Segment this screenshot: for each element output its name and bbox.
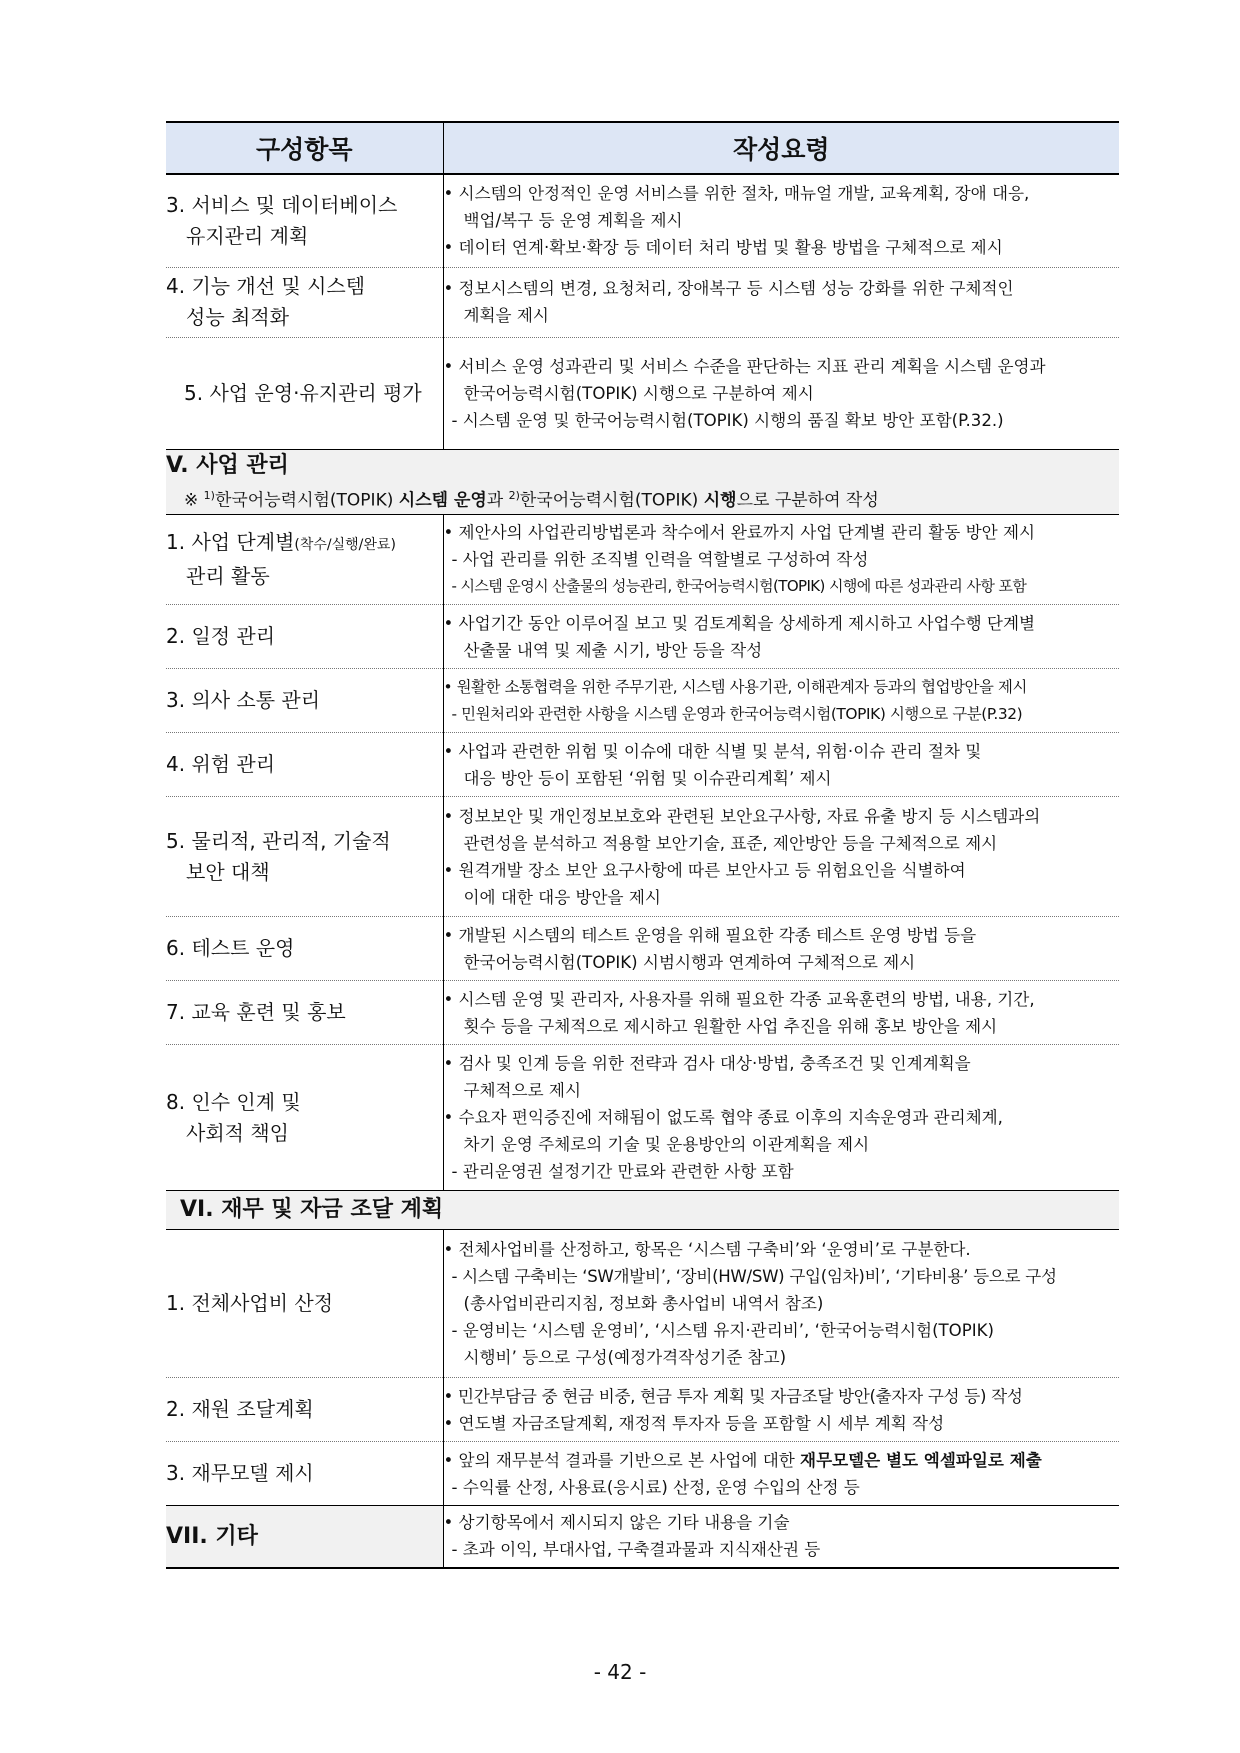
guide-line: 산출물 내역 및 제출 시기, 방안 등을 작성 xyxy=(463,640,763,660)
guide-line: - 수익률 산정, 사용료(응시료) 산정, 운영 수입의 산정 등 xyxy=(451,1477,860,1497)
item-guide xyxy=(443,733,1119,797)
table-header-row xyxy=(166,122,1119,174)
guide-line: • 시스템의 안정적인 운영 서비스를 위한 절차, 매뉴얼 개발, 교육계획, 장애 대응, xyxy=(443,184,1030,204)
item-name xyxy=(166,1045,443,1191)
guide-line: 백업/복구 등 운영 계획을 제시 xyxy=(463,211,683,231)
item-text: 성능 최적화 xyxy=(186,305,289,329)
guide-line: - 운영비는 ‘시스템 운영비’, ‘시스템 유지·관리비’, ‘한국어능력시험(TOPIK) xyxy=(451,1321,994,1341)
note-mark: ※ xyxy=(184,490,204,511)
item-guide xyxy=(443,917,1119,981)
item-name xyxy=(166,733,443,797)
item-name xyxy=(166,981,443,1045)
header-writing-guide: 작성요령 xyxy=(443,122,1119,174)
guide-line: • 상기항목에서 제시되지 않은 기타 내용을 기술 xyxy=(443,1513,790,1533)
table-row xyxy=(166,267,1119,337)
item-text: 7. 교육 훈련 및 홍보 xyxy=(166,1000,346,1025)
guide-line: • 사업과 관련한 위험 및 이슈에 대한 식별 및 분석, 위험·이슈 관리 절차 및 xyxy=(443,741,982,761)
guide-line: 구체적으로 제시 xyxy=(463,1081,581,1101)
table-row xyxy=(166,1230,1119,1378)
table-row xyxy=(166,515,1119,605)
item-text: 4. 기능 개선 및 시스템 xyxy=(166,274,366,298)
table-row xyxy=(166,1442,1119,1506)
note-bold: 시행 xyxy=(703,490,737,511)
item-guide xyxy=(443,1378,1119,1442)
item-text: 유지관리 계획 xyxy=(186,223,309,248)
note-text: 과 xyxy=(486,490,509,511)
item-guide xyxy=(443,797,1119,917)
item-text: 관리 활동 xyxy=(186,564,270,589)
item-text: 3. 의사 소통 관리 xyxy=(166,688,321,713)
table-row xyxy=(166,1045,1119,1191)
footnote-marker: 2) xyxy=(508,488,520,502)
item-text: 8. 인수 인계 및 xyxy=(166,1089,301,1114)
guide-text: • 앞의 재무분석 결과를 기반으로 본 사업에 대한 xyxy=(443,1450,801,1470)
guide-line: • 연도별 자금조달계획, 재정적 투자자 등을 포함할 시 세부 계획 작성 xyxy=(443,1413,945,1433)
item-name xyxy=(166,337,443,449)
guide-line: 차기 운영 주체로의 기술 및 운용방안의 이관계획을 제시 xyxy=(463,1135,870,1155)
item-guide xyxy=(443,1506,1119,1568)
item-guide xyxy=(443,267,1119,337)
guide-line: 이에 대한 대응 방안을 제시 xyxy=(463,887,661,907)
guide-line: • 데이터 연계·확보·확장 등 데이터 처리 방법 및 활용 방법을 구체적으로 제시 xyxy=(443,238,1003,258)
item-guide xyxy=(443,1230,1119,1378)
guide-line: 한국어능력시험(TOPIK) 시행으로 구분하여 제시 xyxy=(463,383,814,403)
header-component-item: 구성항목 xyxy=(166,122,443,174)
note-text: 한국어능력시험(TOPIK) xyxy=(214,490,399,511)
guide-line: - 민원처리와 관련한 사항을 시스템 운영과 한국어능력시험(TOPIK) 시행으로 구분(P.32) xyxy=(451,704,1023,723)
section-row xyxy=(166,1191,1119,1230)
guide-line: 계획을 제시 xyxy=(463,306,549,325)
item-name xyxy=(166,515,443,605)
item-text: 사회적 책임 xyxy=(186,1120,289,1145)
item-guide xyxy=(443,669,1119,733)
table-row xyxy=(166,174,1119,267)
guide-line: • 서비스 운영 성과관리 및 서비스 수준을 판단하는 지표 관리 계획을 시스템 운영과 xyxy=(443,356,1046,376)
table-row xyxy=(166,337,1119,449)
guide-line: • 제안사의 사업관리방법론과 착수에서 완료까지 사업 단계별 관리 활동 방안 제시 xyxy=(443,523,1036,543)
guide-line: • 원활한 소통협력을 위한 주무기관, 시스템 사용기관, 이해관계자 등과의 협업방안을 제시 xyxy=(443,677,1027,696)
item-guide xyxy=(443,174,1119,267)
table-row xyxy=(166,981,1119,1045)
item-guide xyxy=(443,1442,1119,1506)
guide-line: • 개발된 시스템의 테스트 운영을 위해 필요한 각종 테스트 운영 방법 등을 xyxy=(443,925,977,945)
guide-line: • 사업기간 동안 이루어질 보고 및 검토계획을 상세하게 제시하고 사업수행 단계별 xyxy=(443,613,1036,633)
table-row xyxy=(166,1378,1119,1442)
table-row xyxy=(166,917,1119,981)
guide-line: 횟수 등을 구체적으로 제시하고 원활한 사업 추진을 위해 홍보 방안을 제시 xyxy=(463,1016,998,1036)
item-text: 2. 일정 관리 xyxy=(166,624,276,649)
guide-bold: 재무모델은 별도 엑셀파일로 제출 xyxy=(800,1450,1042,1470)
table-row xyxy=(166,669,1119,733)
item-name xyxy=(166,1378,443,1442)
item-name xyxy=(166,605,443,669)
section-header xyxy=(166,1191,1119,1230)
guide-line: 한국어능력시험(TOPIK) 시범시행과 연계하여 구체적으로 제시 xyxy=(463,952,916,972)
item-text: 3. 서비스 및 데이터베이스 xyxy=(166,192,398,217)
item-guide xyxy=(443,605,1119,669)
requirements-table xyxy=(166,121,1119,1569)
guide-line: - 사업 관리를 위한 조직별 인력을 역할별로 구성하여 작성 xyxy=(451,550,869,570)
guide-line: - 초과 이익, 부대사업, 구축결과물과 지식재산권 등 xyxy=(451,1540,821,1560)
guide-line: - 시스템 운영 및 한국어능력시험(TOPIK) 시행의 품질 확보 방안 포함(P.32.) xyxy=(451,410,1004,430)
item-guide xyxy=(443,981,1119,1045)
item-text: 4. 위험 관리 xyxy=(166,752,276,777)
section-title: V. 사업 관리 xyxy=(166,452,289,478)
item-name xyxy=(166,669,443,733)
item-name xyxy=(166,267,443,337)
item-guide xyxy=(443,337,1119,449)
guide-line: - 시스템 운영시 산출물의 성능관리, 한국어능력시험(TOPIK) 시행에 따른 성과관리 사항 포함 xyxy=(451,577,1027,596)
section-note xyxy=(166,482,1119,515)
item-name xyxy=(166,917,443,981)
item-text xyxy=(166,527,443,561)
item-text: 2. 재원 조달계획 xyxy=(166,1397,314,1422)
item-small: (착수/실행/완료) xyxy=(294,537,396,554)
note-bold: 시스템 운영 xyxy=(398,490,487,511)
item-text: 1. 전체사업비 산정 xyxy=(166,1291,334,1316)
item-name xyxy=(166,1230,443,1378)
guide-line: 대응 방안 등이 포함된 ‘위험 및 이슈관리계획’ 제시 xyxy=(463,768,832,788)
item-text: 6. 테스트 운영 xyxy=(166,936,295,961)
guide-line: • 민간부담금 중 현금 비중, 현금 투자 계획 및 자금조달 방안(출자자 구성 등) 작성 xyxy=(443,1386,1023,1406)
note-text: 으로 구분하여 작성 xyxy=(736,490,879,511)
item-text: 3. 재무모델 제시 xyxy=(166,1461,314,1486)
guide-line: 시행비’ 등으로 구성(예정가격작성기준 참고) xyxy=(463,1348,787,1368)
guide-line: • 시스템 운영 및 관리자, 사용자를 위해 필요한 각종 교육훈련의 방법, 내용, 기간, xyxy=(443,989,1035,1009)
guide-line: • 원격개발 장소 보안 요구사항에 따른 보안사고 등 위험요인을 식별하여 xyxy=(443,860,966,880)
item-name xyxy=(166,1442,443,1506)
item-name xyxy=(166,174,443,267)
section-row xyxy=(166,449,1119,515)
item-name xyxy=(166,797,443,917)
guide-line: 관련성을 분석하고 적용할 보안기술, 표준, 제안방안 등을 구체적으로 제시 xyxy=(463,833,998,853)
guide-line: • 전체사업비를 산정하고, 항목은 ‘시스템 구축비’와 ‘운영비’로 구분한다. xyxy=(443,1240,971,1260)
guide-line: • 수요자 편익증진에 저해됨이 없도록 협약 종료 이후의 지속운영과 관리체계, xyxy=(443,1108,1003,1128)
section-title: VII. 기타 xyxy=(166,1506,443,1568)
note-text: 한국어능력시험(TOPIK) xyxy=(519,490,704,511)
footnote-marker: 1) xyxy=(203,488,215,502)
guide-line: - 관리운영권 설정기간 만료와 관련한 사항 포함 xyxy=(451,1162,794,1182)
guide-line: • 검사 및 인계 등을 위한 전략과 검사 대상·방법, 충족조건 및 인계계획을 xyxy=(443,1054,971,1074)
item-text: 5. 사업 운영·유지관리 평가 xyxy=(184,380,422,405)
table-row xyxy=(166,1506,1119,1568)
table-row xyxy=(166,797,1119,917)
table-row xyxy=(166,733,1119,797)
guide-line: - 시스템 구축비는 ‘SW개발비’, ‘장비(HW/SW) 구입(임차)비’, ‘기타비용’ 등으로 구성 xyxy=(451,1267,1057,1287)
table-row xyxy=(166,605,1119,669)
guide-line: • 정보보안 및 개인정보보호와 관련된 보안요구사항, 자료 유출 방지 등 시스템과의 xyxy=(443,806,1041,826)
item-guide xyxy=(443,1045,1119,1191)
guide-line xyxy=(444,1447,1120,1474)
guide-line: (총사업비관리지침, 정보화 총사업비 내역서 참조) xyxy=(463,1294,824,1314)
item-text: 보안 대책 xyxy=(186,859,270,884)
item-guide xyxy=(443,515,1119,605)
section-title: VI. 재무 및 자금 조달 계획 xyxy=(180,1197,444,1223)
item-main: 1. 사업 단계별 xyxy=(166,530,295,555)
guide-line: • 정보시스템의 변경, 요청처리, 장애복구 등 시스템 성능 강화를 위한 구체적인 xyxy=(443,279,1014,298)
page-number: - 42 - xyxy=(593,1660,647,1684)
section-header xyxy=(166,449,1119,515)
item-text: 5. 물리적, 관리적, 기술적 xyxy=(166,828,391,853)
